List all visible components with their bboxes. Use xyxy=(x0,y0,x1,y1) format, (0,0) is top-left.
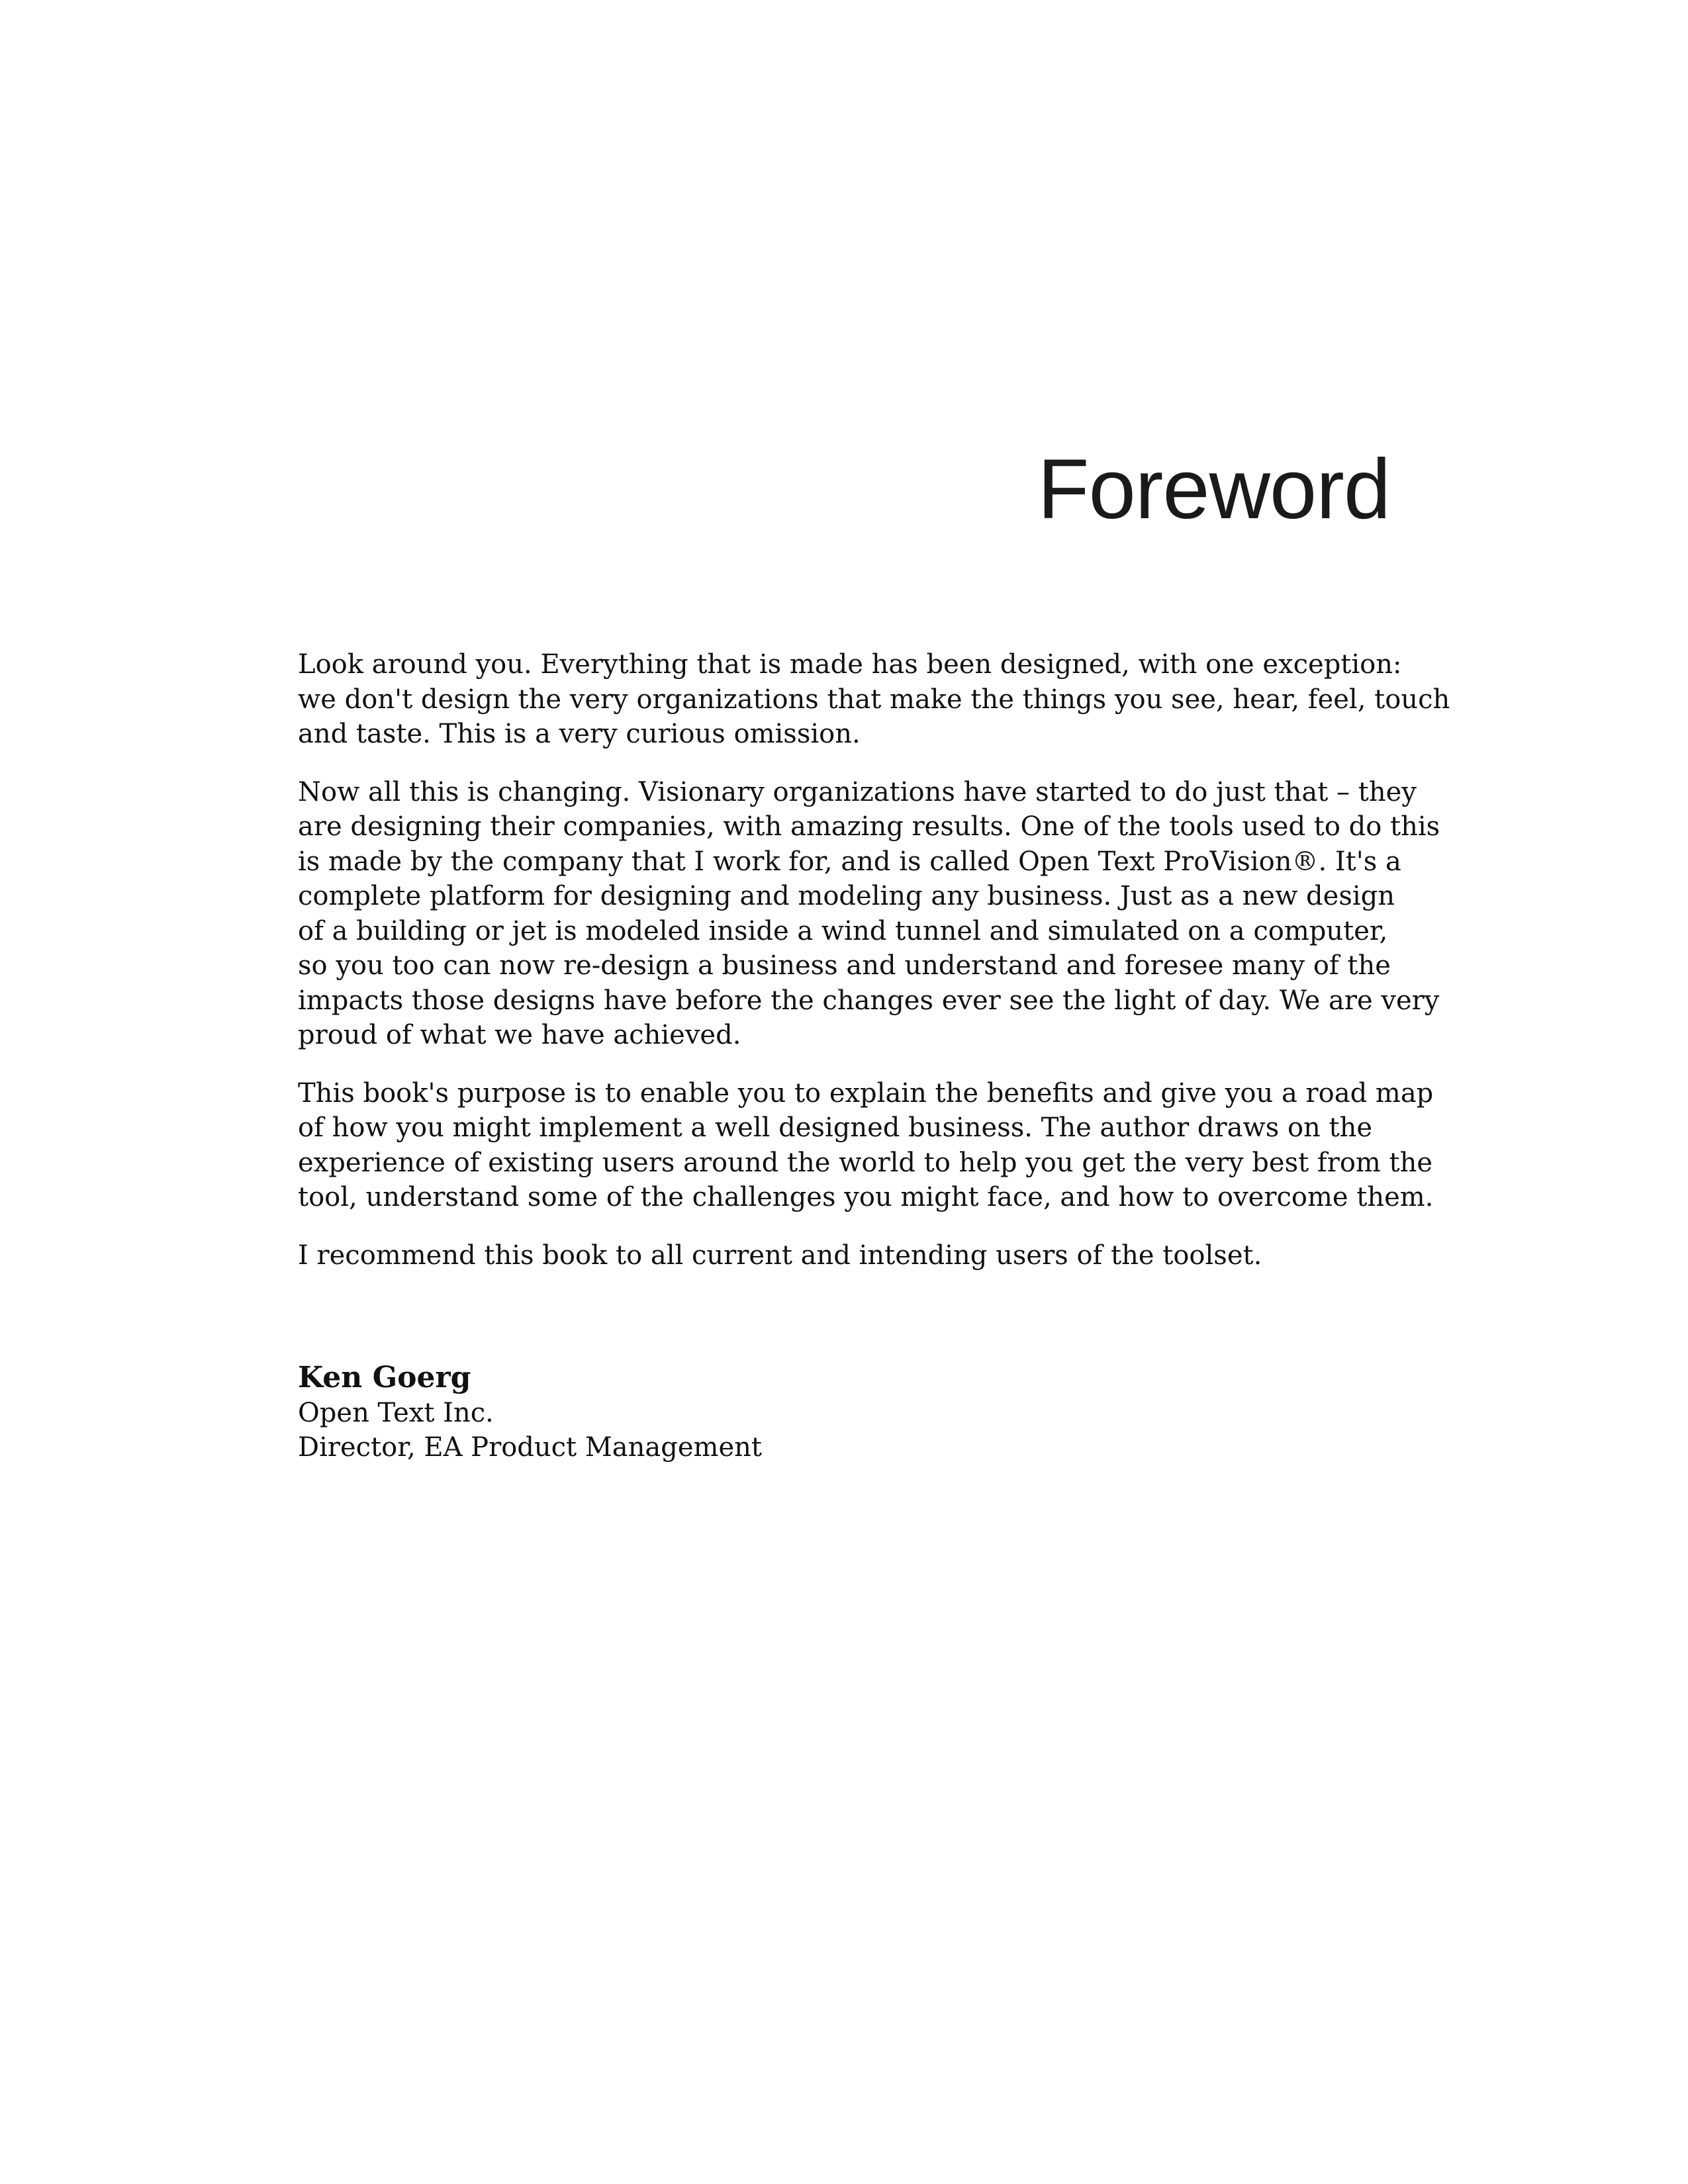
paragraph-line: of a building or jet is modeled inside a wind tunnel and simulated on a computer, xyxy=(298,915,1388,946)
foreword-body xyxy=(298,647,1450,1296)
paragraph-line: proud of what we have achieved. xyxy=(298,1020,741,1050)
signature-block xyxy=(298,1361,762,1465)
paragraph-line: This book's purpose is to enable you to explain the benefits and give you a road map xyxy=(298,1077,1434,1109)
paragraph-line: impacts those designs have before the changes ever see the light of day. We are very xyxy=(298,985,1440,1016)
paragraph-line: of how you might implement a well designed business. The author draws on the xyxy=(298,1113,1373,1143)
author-name: Ken Goerg xyxy=(298,1361,471,1394)
paragraph-line: tool, understand some of the challenges you might face, and how to overcome them. xyxy=(298,1182,1434,1212)
paragraph-line: I recommend this book to all current and intending users of the toolset. xyxy=(298,1240,1262,1271)
paragraph-line: we don't design the very organizations that make the things you see, hear, feel, touch xyxy=(298,684,1450,715)
author-company: Open Text Inc. xyxy=(298,1397,494,1428)
paragraph-2 xyxy=(298,775,1440,1053)
paragraph-line: are designing their companies, with amazing results. One of the tools used to do this xyxy=(298,811,1440,842)
paragraph-1 xyxy=(298,647,1450,752)
page-title: Foreword xyxy=(1037,442,1390,537)
paragraph-line: so you too can now re-design a business and understand and foresee many of the xyxy=(298,950,1391,981)
paragraph-line: is made by the company that I work for, and is called Open Text ProVision®. It's a xyxy=(298,846,1401,877)
paragraph-4 xyxy=(298,1238,1423,1273)
paragraph-line: complete platform for designing and modeling any business. Just as a new design xyxy=(298,881,1395,911)
paragraph-line: Look around you. Everything that is made has been designed, with one exception: xyxy=(298,649,1402,680)
paragraph-line: and taste. This is a very curious omission. xyxy=(298,719,861,749)
paragraph-line: Now all this is changing. Visionary organizations have started to do just that – they xyxy=(298,776,1417,807)
paragraph-3 xyxy=(298,1076,1434,1215)
author-position: Director, EA Product Management xyxy=(298,1432,762,1463)
paragraph-line: experience of existing users around the world to help you get the very best from the xyxy=(298,1147,1433,1178)
